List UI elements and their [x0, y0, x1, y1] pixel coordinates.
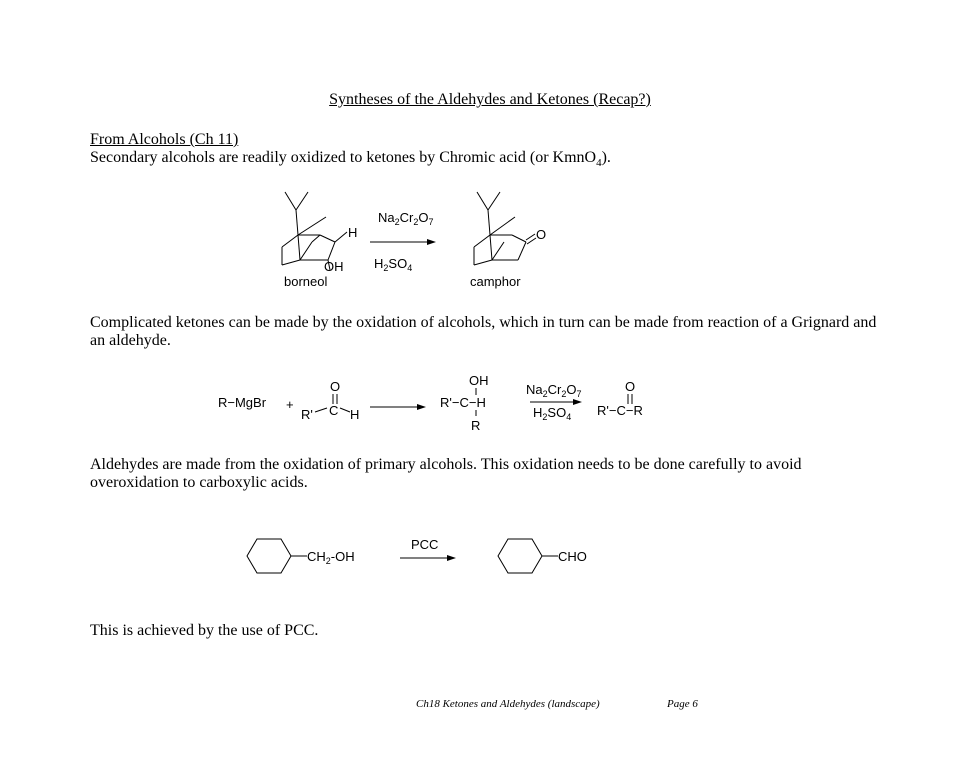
aldehyde-hydrogen: H: [350, 407, 360, 422]
paragraph-secondary-alcohols: [90, 149, 890, 172]
alcohol-oh: OH: [469, 373, 489, 388]
camphor-structure: [474, 192, 536, 265]
paragraph-text: Secondary alcohols are readily oxidized to ketones by Chromic acid (or KmnO: [90, 149, 597, 166]
arrow-head-3: [573, 399, 582, 405]
reagent-top-1: $Na_2Cr_2O_7$: [378, 210, 434, 227]
reactant-group: $CH_2-OH$: [307, 549, 355, 566]
ketone-oxygen: O: [625, 379, 636, 394]
camphor-o-label: O: [536, 227, 547, 242]
reagent-bottom-1: $H_2SO_4$: [374, 256, 413, 273]
pcc-scheme: [0, 530, 980, 580]
paragraph-text-end: ).: [601, 149, 611, 166]
aldehyde-carbon: C: [329, 403, 339, 418]
aldehyde-oxygen: O: [330, 379, 341, 394]
borneol-oh-label: OH: [324, 259, 344, 274]
alcohol-r: R: [471, 418, 481, 433]
cyclohexane-ring-1: [247, 539, 291, 573]
borneol-label: borneol: [284, 274, 328, 289]
footer-title: Ch18 Ketones and Aldehydes (landscape): [416, 698, 600, 710]
arrow-head-1: [427, 239, 436, 245]
alcohol-chain: R'−C−H: [440, 395, 486, 410]
reagent-bottom-2: $H_2SO_4$: [533, 405, 572, 422]
aldehyde-r-prime: R': [301, 407, 313, 422]
grignard-scheme: [0, 370, 980, 440]
subscript: 4: [596, 157, 602, 170]
page-title: Syntheses of the Aldehydes and Ketones (Recap?): [329, 91, 651, 108]
cyclohexane-ring-2: [498, 539, 542, 573]
paragraph-complicated-ketones: Complicated ketones can be made by the oxidation of alcohols, which in turn can be made from reaction of a Grignard and an aldehyde.: [90, 314, 877, 349]
borneol-h-label: H: [348, 225, 358, 240]
reagent-top-2: $Na_2Cr_2O_7$: [526, 382, 582, 399]
pcc-reagent: PCC: [411, 537, 439, 552]
plus-sign: +: [286, 397, 294, 412]
paragraph-pcc: This is achieved by the use of PCC.: [90, 622, 319, 639]
footer-page-number: Page 6: [667, 698, 698, 710]
camphor-label: camphor: [470, 274, 521, 289]
arrow-head-4: [447, 555, 456, 561]
borneol-oxidation-scheme: [0, 180, 980, 295]
arrow-head-2: [417, 404, 426, 410]
paragraph-aldehydes: Aldehydes are made from the oxidation of primary alcohols. This oxidation needs to be done carefully to avoid overoxidation to carboxylic acids.: [90, 456, 802, 491]
product-group: CHO: [558, 549, 587, 564]
section-heading: From Alcohols (Ch 11): [90, 131, 239, 148]
grignard-reagent: R−MgBr: [218, 395, 267, 410]
ketone-chain: R'−C−R: [597, 403, 643, 418]
